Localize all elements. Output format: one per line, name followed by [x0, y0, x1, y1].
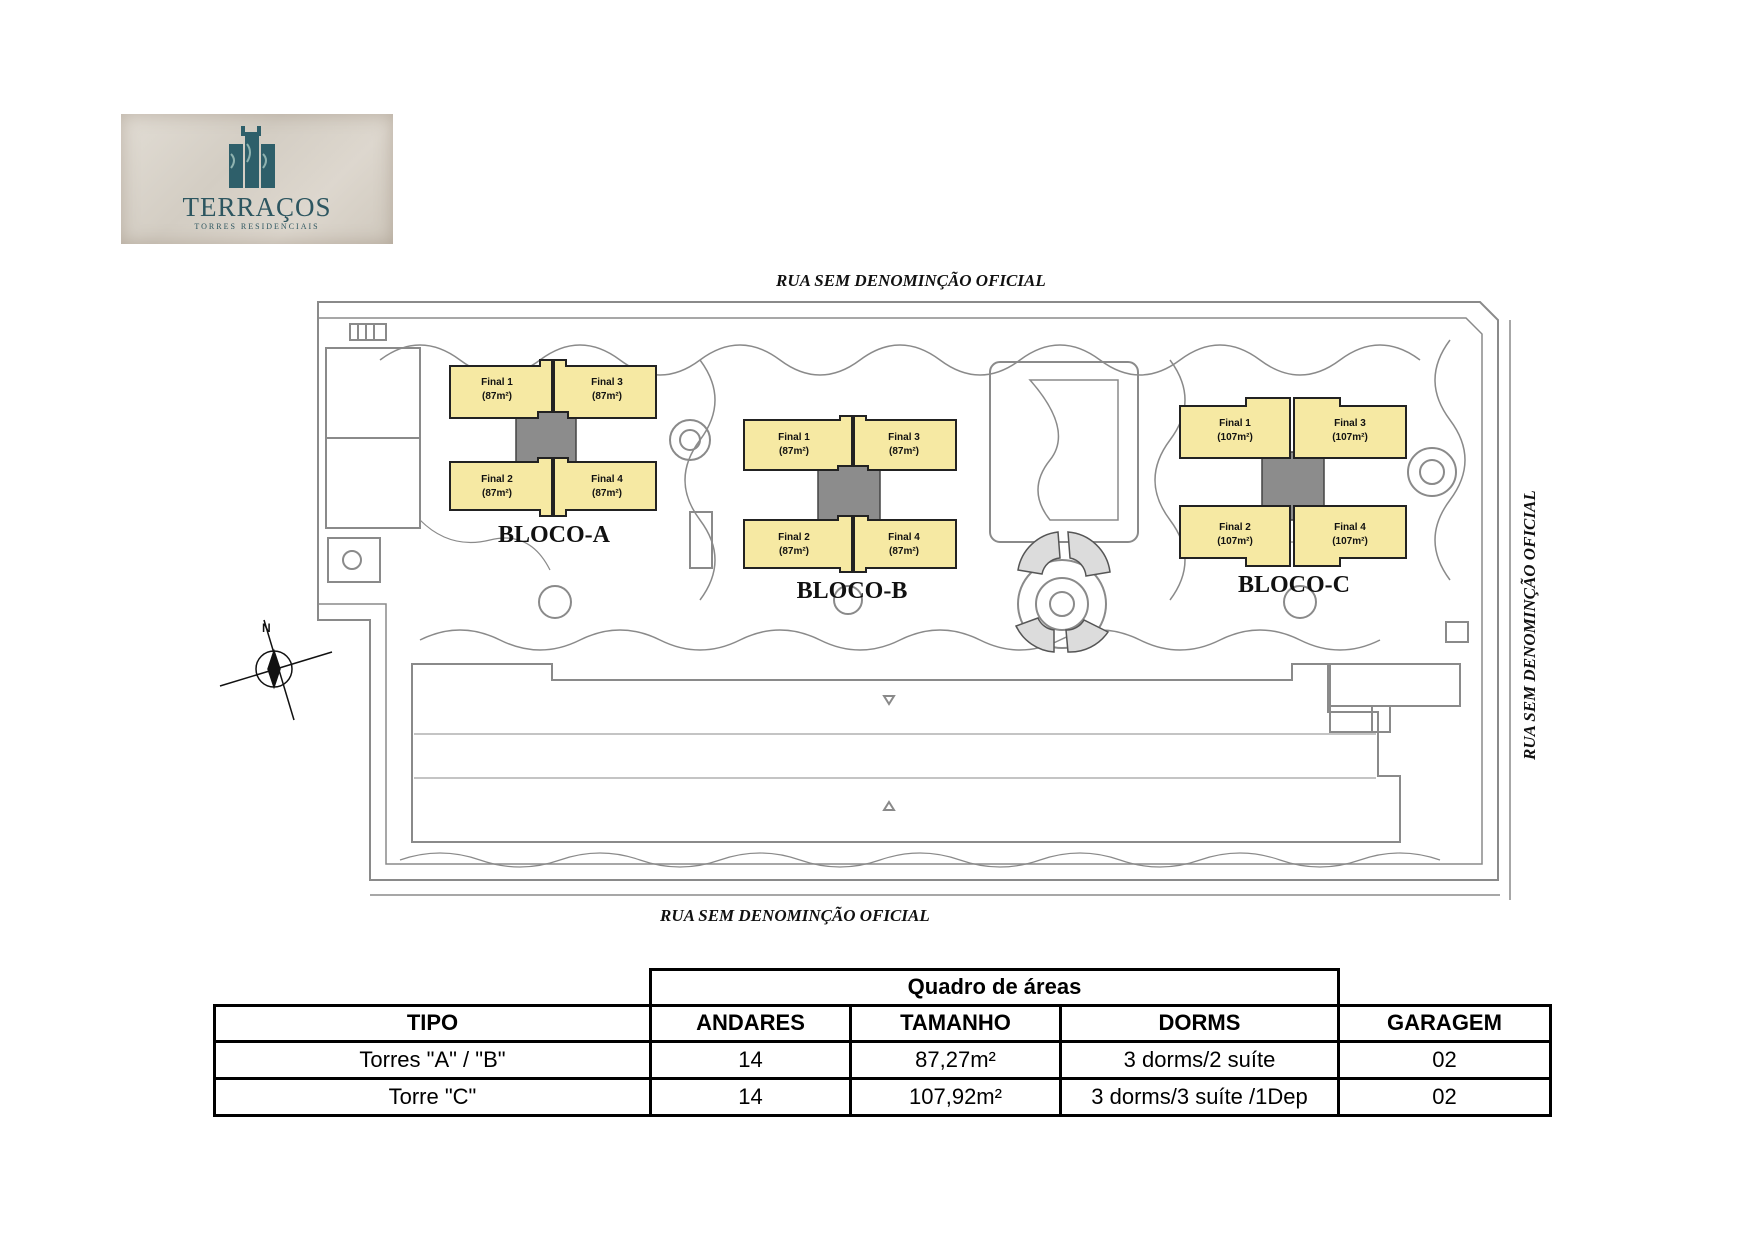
col-header-dorms: DORMS: [1061, 1005, 1339, 1041]
col-header-andares: ANDARES: [651, 1005, 851, 1041]
logo-brand: TERRAÇOS: [182, 192, 332, 222]
cell-tipo: Torre "C": [215, 1078, 651, 1115]
cell-tamanho: 107,92m²: [851, 1078, 1061, 1115]
unit-label: Final 3: [1334, 418, 1366, 429]
cell-garagem: 02: [1339, 1078, 1551, 1115]
unit-area: (87m²): [778, 446, 810, 457]
unit-area: (87m²): [778, 546, 810, 557]
table-title: Quadro de áreas: [651, 970, 1339, 1006]
table-row: [215, 1041, 1551, 1078]
logo-tagline: TORRES RESIDENCIAIS: [194, 222, 320, 231]
unit-b-final-4: [854, 516, 956, 572]
cell-dorms: 3 dorms/3 suíte /1Dep: [1061, 1078, 1339, 1115]
col-header-garagem: GARAGEM: [1339, 1005, 1551, 1041]
cell-garagem: 02: [1339, 1041, 1551, 1078]
pool-area: [990, 362, 1138, 542]
unit-a-final-2: [450, 458, 552, 516]
parking-garage: [412, 664, 1400, 842]
unit-b-final-1: [744, 416, 852, 470]
unit-area: (107m²): [1332, 536, 1368, 547]
block-label: BLOCO-C: [1237, 572, 1351, 598]
unit-label: Final 1: [1219, 418, 1251, 429]
left-building-top: [326, 348, 420, 438]
unit-label: Final 1: [481, 377, 513, 388]
unit-area: (87m²): [591, 488, 623, 499]
street-top: RUA SEM DENOMINÇÃO OFICIAL: [776, 271, 1046, 290]
unit-b-final-3: [854, 416, 956, 470]
block-label: BLOCO-B: [796, 578, 908, 604]
unit-label: Final 3: [591, 377, 623, 388]
compass-north-label: N: [262, 621, 271, 635]
unit-label: Final 4: [1334, 522, 1366, 533]
unit-label: Final 4: [591, 474, 623, 485]
bloco-c: [1180, 398, 1406, 598]
areas-table: [213, 968, 1552, 1117]
block-label: BLOCO-A: [497, 522, 611, 548]
cell-andares: 14: [651, 1078, 851, 1115]
cell-tamanho: 87,27m²: [851, 1041, 1061, 1078]
street-right: RUA SEM DENOMINÇÃO OFICIAL: [1520, 490, 1539, 760]
unit-a-final-4: [554, 458, 656, 516]
table-header-row: [215, 1005, 1551, 1041]
unit-label: Final 2: [481, 474, 513, 485]
unit-a-final-1: [450, 360, 552, 418]
cell-andares: 14: [651, 1041, 851, 1078]
unit-label: Final 3: [888, 432, 920, 443]
unit-area: (107m²): [1332, 432, 1368, 443]
cell-dorms: 3 dorms/2 suíte: [1061, 1041, 1339, 1078]
table-row: [215, 1078, 1551, 1115]
unit-area: (107m²): [1217, 536, 1253, 547]
unit-area: (87m²): [481, 488, 513, 499]
unit-label: Final 4: [888, 532, 920, 543]
street-bottom: RUA SEM DENOMINÇÃO OFICIAL: [660, 906, 930, 925]
unit-label: Final 1: [778, 432, 810, 443]
unit-b-final-2: [744, 516, 852, 572]
unit-label: Final 2: [1219, 522, 1251, 533]
cell-tipo: Torres "A" / "B": [215, 1041, 651, 1078]
col-header-tamanho: TAMANHO: [851, 1005, 1061, 1041]
unit-area: (87m²): [888, 446, 920, 457]
bloco-b: [744, 416, 956, 604]
col-header-tipo: TIPO: [215, 1005, 651, 1041]
unit-area: (87m²): [481, 391, 513, 402]
unit-area: (107m²): [1217, 432, 1253, 443]
compass-icon: [220, 620, 332, 720]
unit-area: (87m²): [591, 391, 623, 402]
unit-a-final-3: [554, 360, 656, 418]
bloco-a: [450, 360, 656, 548]
unit-area: (87m²): [888, 546, 920, 557]
unit-label: Final 2: [778, 532, 810, 543]
left-building-bottom: [326, 438, 420, 528]
